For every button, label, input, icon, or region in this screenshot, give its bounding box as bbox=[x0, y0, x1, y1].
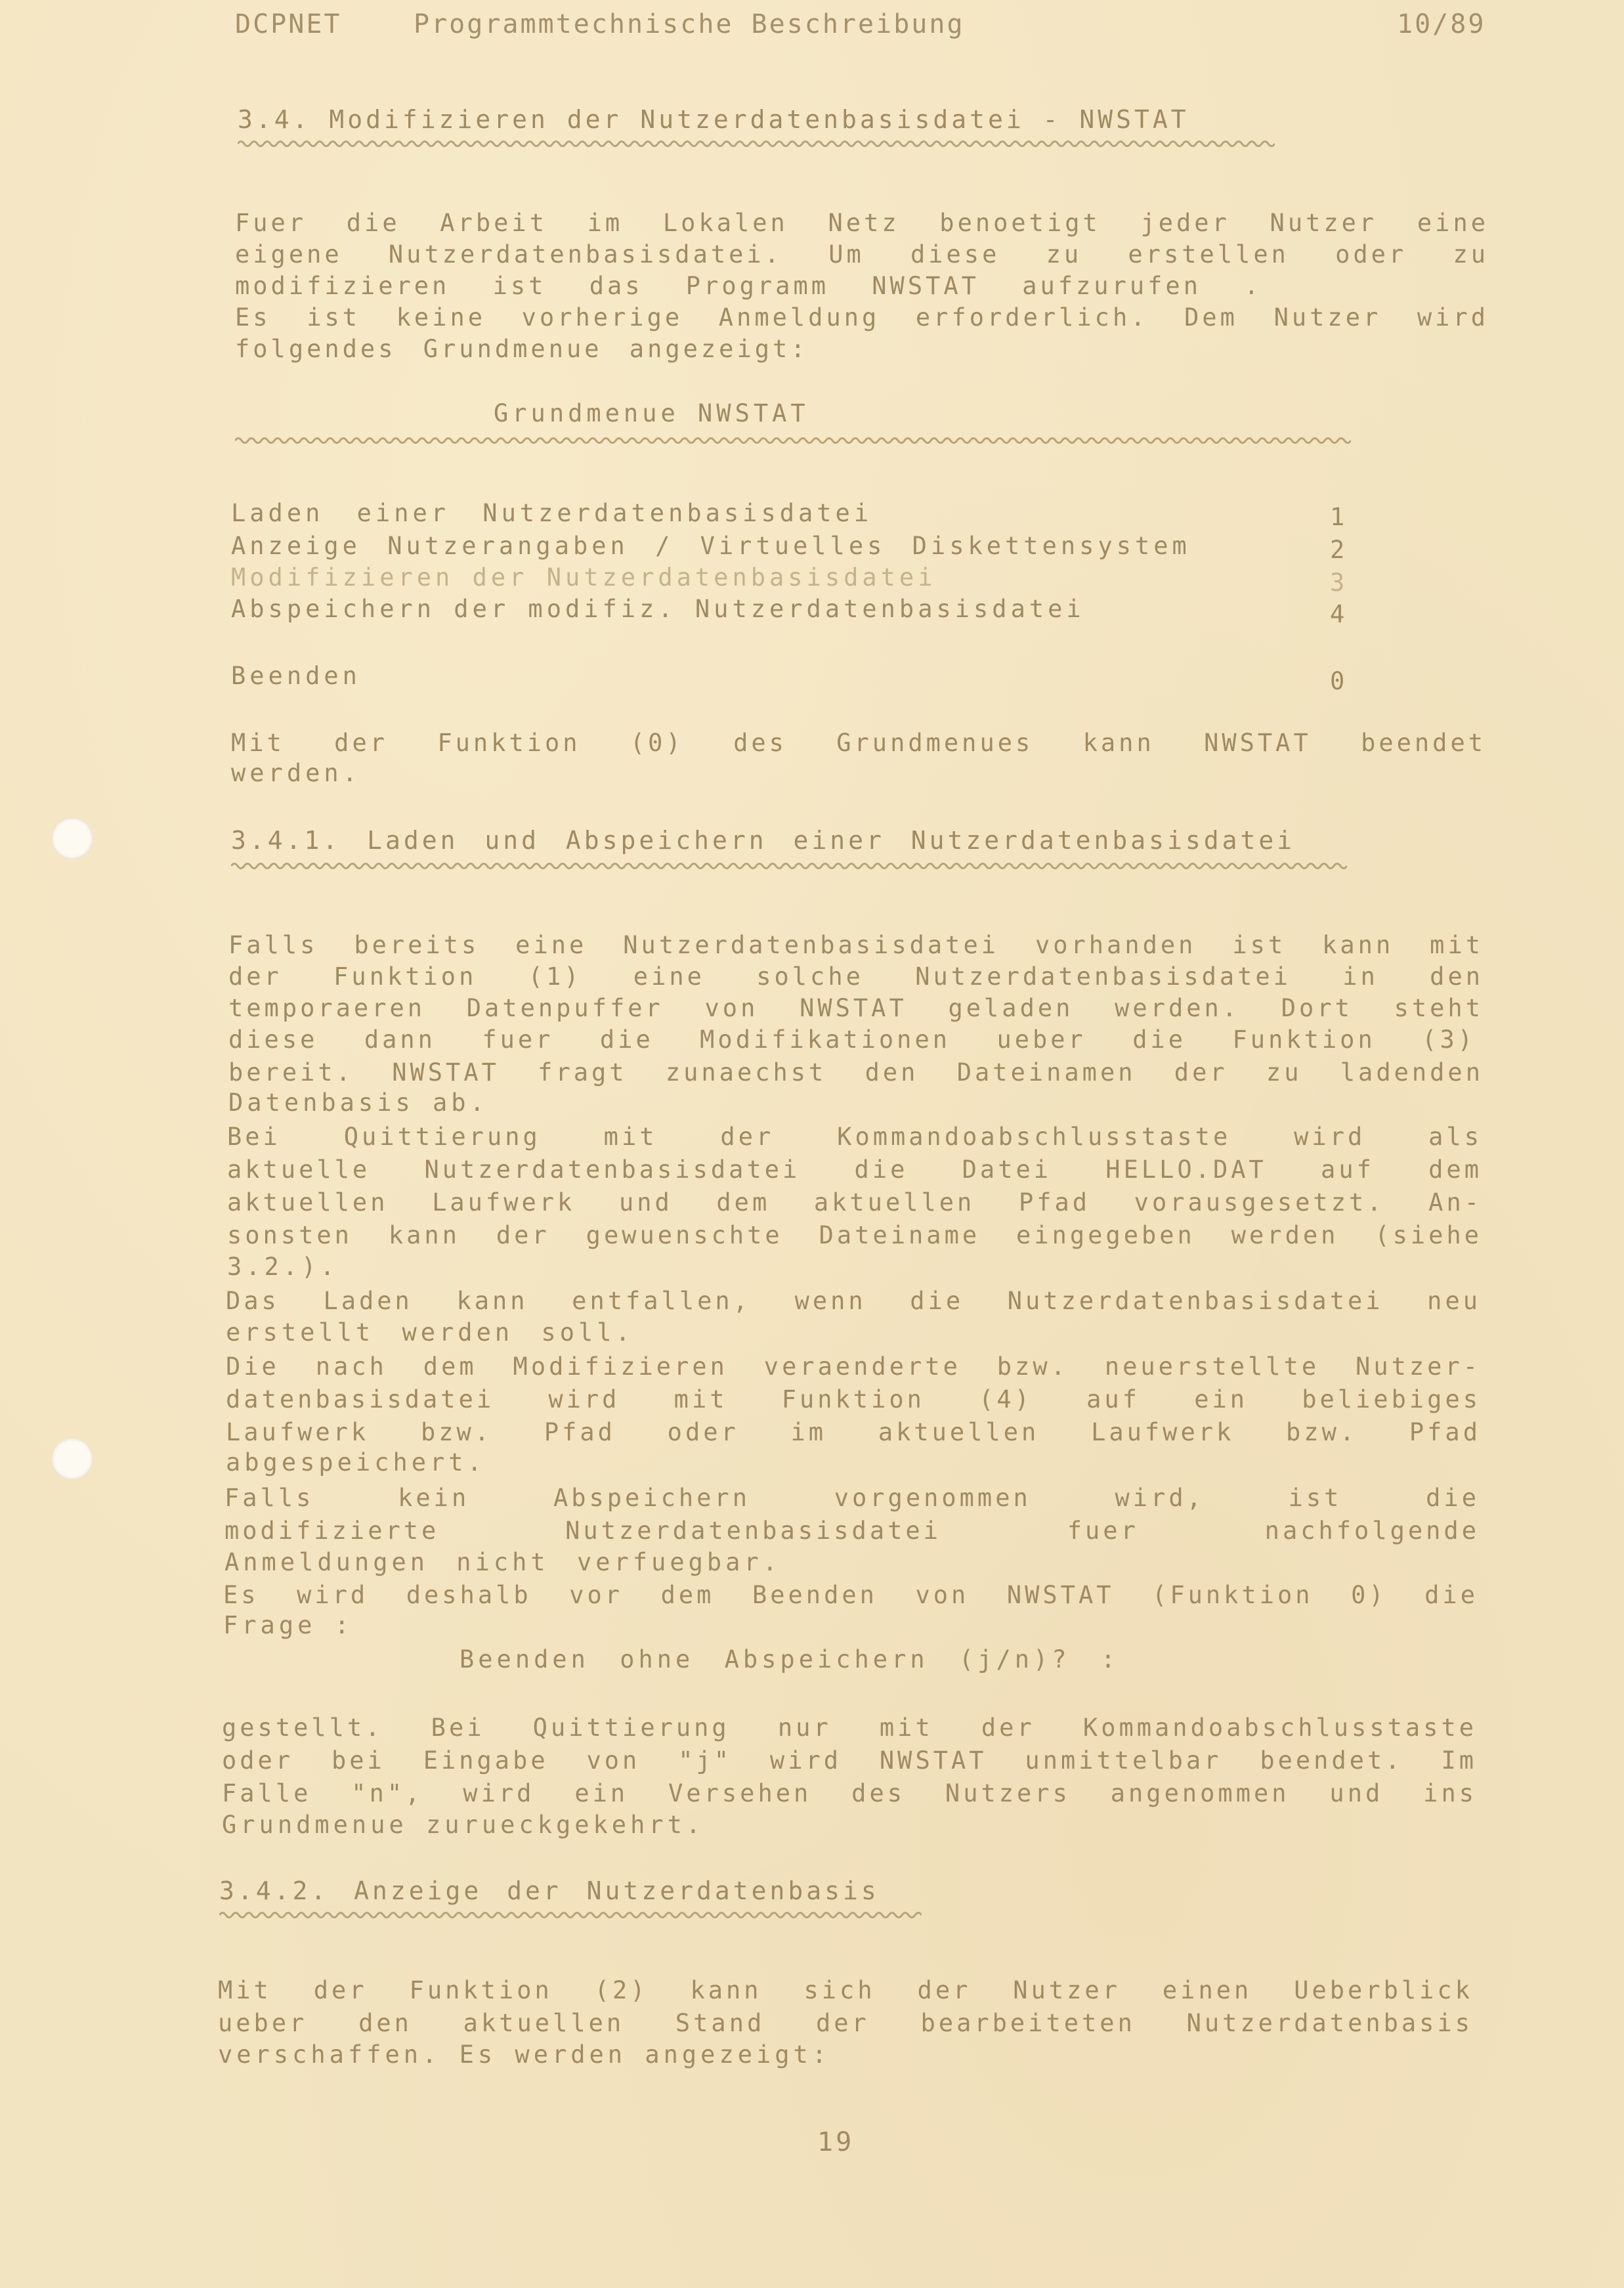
body-line: Falle "n", wird ein Versehen des Nutzers angenommen und ins bbox=[222, 1779, 1477, 1807]
body-line: 3.2.). bbox=[227, 1253, 339, 1281]
body-line: abgespeichert. bbox=[226, 1448, 486, 1477]
header-left: DCPNET bbox=[235, 9, 342, 39]
menu-key-2: 2 bbox=[1330, 536, 1345, 564]
menu-item-modifizieren: Modifizieren der Nutzerdatenbasisdatei bbox=[231, 563, 937, 592]
section-heading-3-4-2: 3.4.2. Anzeige der Nutzerdatenbasis bbox=[219, 1876, 880, 1905]
body-line: oder bei Eingabe von "j" wird NWSTAT unmittelbar beendet. Im bbox=[222, 1746, 1477, 1775]
menu-item-anzeige: Anzeige Nutzerangaben / Virtuelles Diskettensystem bbox=[231, 532, 1191, 560]
body-line: gestellt. Bei Quittierung nur mit der Kommandoabschlusstaste bbox=[222, 1714, 1477, 1742]
body-line: modifizierte Nutzerdatenbasisdatei fuer nachfolgende bbox=[224, 1517, 1480, 1545]
exit-prompt: Beenden ohne Abspeichern (j/n)? : bbox=[459, 1645, 1120, 1673]
heading-underline bbox=[231, 861, 1347, 871]
header-title: Programmtechnische Beschreibung bbox=[414, 9, 965, 39]
body-line: Falls bereits eine Nutzerdatenbasisdatei vorhanden ist kann mit bbox=[228, 931, 1484, 959]
body-line: Falls kein Abspeichern vorgenommen wird, ist die bbox=[224, 1484, 1480, 1512]
menu-item-abspeichern: Abspeichern der modifiz. Nutzerdatenbasisdatei bbox=[231, 595, 1085, 623]
body-line: Laufwerk bzw. Pfad oder im aktuellen Laufwerk bzw. Pfad bbox=[226, 1418, 1481, 1446]
body-line: der Funktion (1) eine solche Nutzerdatenbasisdatei in den bbox=[228, 962, 1484, 991]
menu-key-4: 4 bbox=[1330, 600, 1345, 628]
body-line: Bei Quittierung mit der Kommandoabschlusstaste wird als bbox=[227, 1123, 1482, 1151]
header-date: 10/89 bbox=[1397, 9, 1486, 39]
intro-line: folgendes Grundmenue angezeigt: bbox=[235, 335, 809, 363]
body-line: datenbasisdatei wird mit Funktion (4) auf ein beliebiges bbox=[226, 1385, 1481, 1414]
section-heading-3-4-1: 3.4.1. Laden und Abspeichern einer Nutzerdatenbasisdatei bbox=[231, 826, 1296, 855]
punch-hole-top bbox=[51, 817, 93, 859]
body-line: Grundmenue zurueckgekehrt. bbox=[222, 1811, 705, 1839]
punch-hole-bottom bbox=[51, 1438, 93, 1480]
menu-key-0: 0 bbox=[1330, 667, 1345, 695]
menu-title: Grundmenue NWSTAT bbox=[494, 399, 809, 427]
menu-item-beenden: Beenden bbox=[231, 662, 361, 690]
body-line: temporaeren Datenpuffer von NWSTAT geladen werden. Dort steht bbox=[228, 994, 1484, 1022]
body-line: Die nach dem Modifizieren veraenderte bzw. neuerstellte Nutzer- bbox=[226, 1352, 1481, 1381]
body-line: bereit. NWSTAT fragt zunaechst den Dateinamen der zu ladenden bbox=[228, 1058, 1484, 1087]
body-line: Es wird deshalb vor dem Beenden von NWSTAT (Funktion 0) die bbox=[223, 1581, 1478, 1609]
body-line: sonsten kann der gewuenschte Dateiname eingegeben werden (siehe bbox=[227, 1221, 1482, 1249]
intro-line: Es ist keine vorherige Anmeldung erforderlich. Dem Nutzer wird bbox=[235, 303, 1489, 332]
heading-underline bbox=[219, 1910, 922, 1920]
body-line: Anmeldungen nicht verfuegbar. bbox=[224, 1548, 782, 1576]
intro-line: modifizieren ist das Programm NWSTAT aufzurufen . bbox=[235, 272, 1262, 300]
section-heading-3-4: 3.4. Modifizieren der Nutzerdatenbasisdatei - NWSTAT bbox=[238, 105, 1189, 134]
intro-line: Fuer die Arbeit im Lokalen Netz benoetigt jeder Nutzer eine bbox=[235, 209, 1489, 237]
body-line: ueber den aktuellen Stand der bearbeiteten Nutzerdatenbasis bbox=[218, 2009, 1473, 2037]
menu-key-1: 1 bbox=[1330, 503, 1345, 531]
menu-title-underline bbox=[235, 436, 1351, 445]
body-line: aktuellen Laufwerk und dem aktuellen Pfad vorausgesetzt. An- bbox=[227, 1188, 1482, 1217]
body-line: Datenbasis ab. bbox=[228, 1089, 488, 1117]
menu-note-line: Mit der Funktion (0) des Grundmenues kann NWSTAT beendet bbox=[231, 729, 1486, 757]
intro-line: eigene Nutzerdatenbasisdatei. Um diese zu erstellen oder zu bbox=[235, 240, 1489, 269]
body-line: verschaffen. Es werden angezeigt: bbox=[218, 2040, 831, 2069]
menu-key-3: 3 bbox=[1330, 569, 1345, 597]
menu-note-line: werden. bbox=[231, 759, 361, 787]
page-number: 19 bbox=[817, 2127, 855, 2157]
body-line: diese dann fuer die Modifikationen ueber die Funktion (3) bbox=[228, 1025, 1476, 1054]
body-line: Das Laden kann entfallen, wenn die Nutzerdatenbasisdatei neu bbox=[226, 1287, 1481, 1315]
body-line: erstellt werden soll. bbox=[226, 1318, 634, 1347]
menu-item-laden: Laden einer Nutzerdatenbasisdatei bbox=[231, 499, 873, 527]
body-line: aktuelle Nutzerdatenbasisdatei die Datei HELLO.DAT auf dem bbox=[227, 1155, 1482, 1184]
body-line: Frage : bbox=[223, 1611, 353, 1639]
heading-underline bbox=[238, 139, 1275, 148]
body-line: Mit der Funktion (2) kann sich der Nutzer einen Ueberblick bbox=[218, 1976, 1473, 2004]
